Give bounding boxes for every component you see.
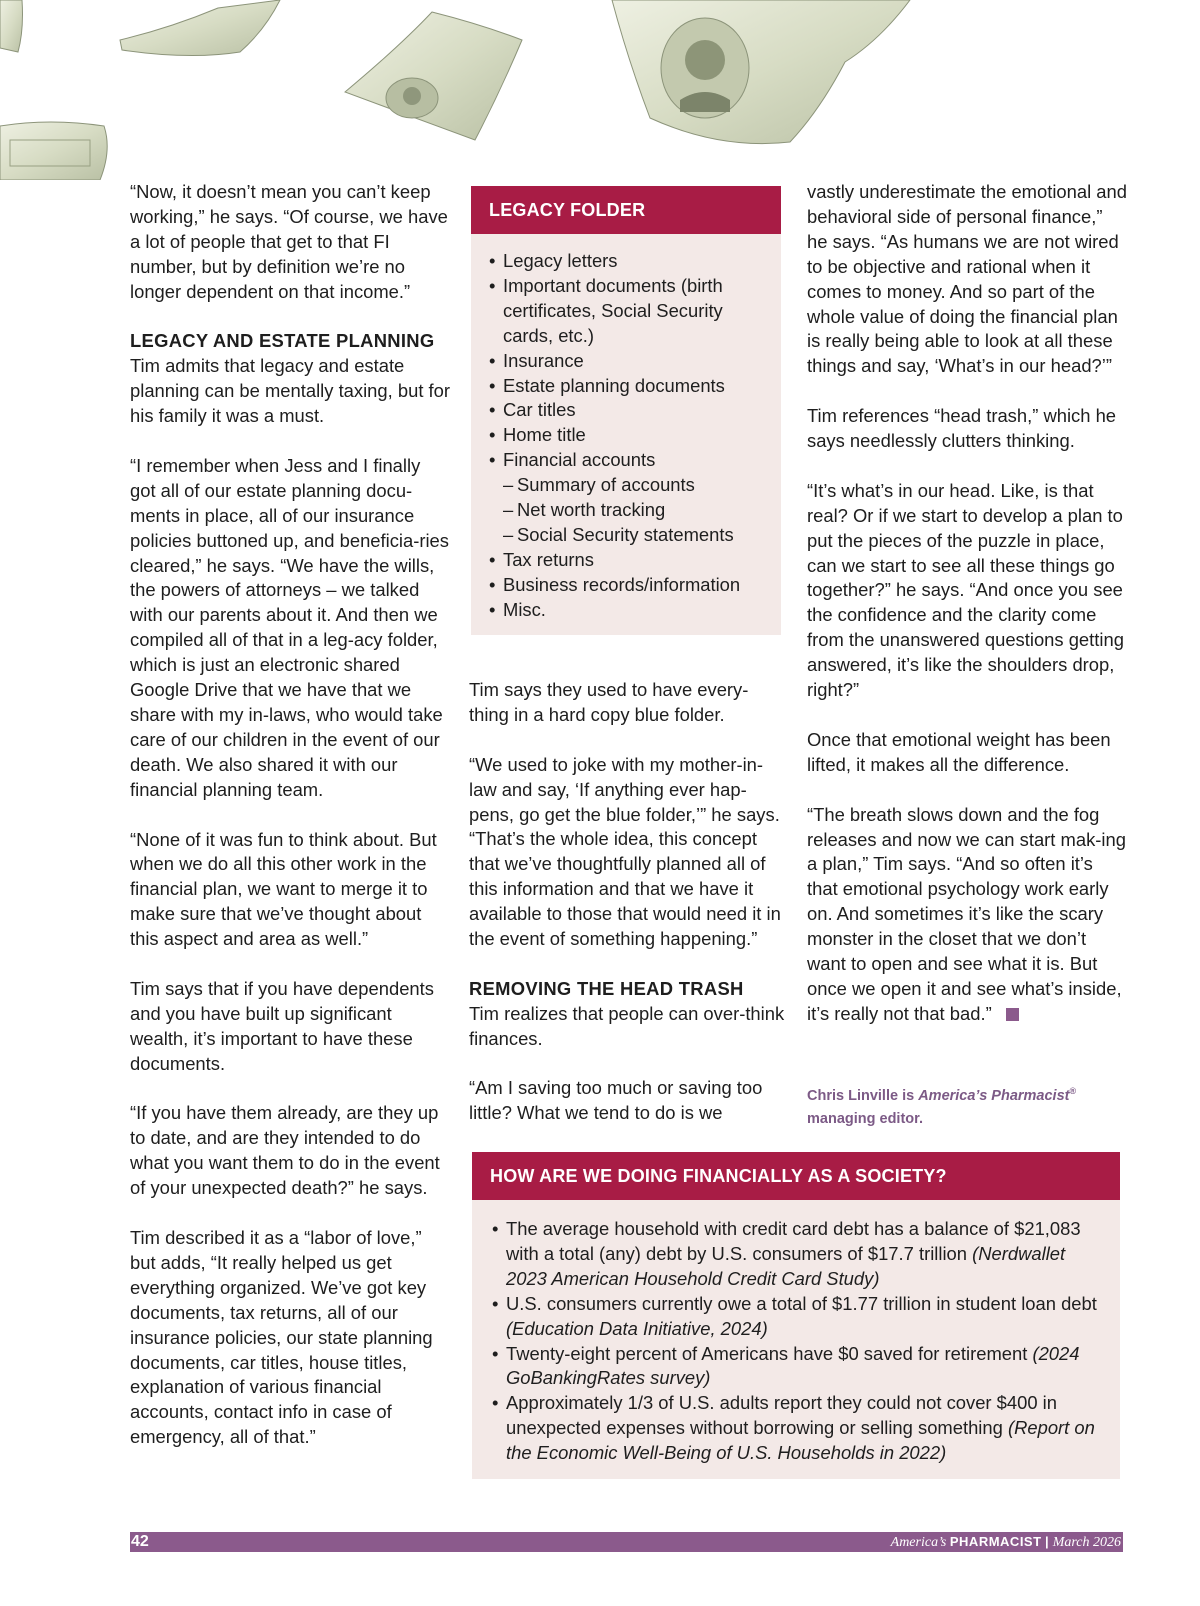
paragraph: Tim references “head trash,” which he says needlessly clutters thinking. (807, 405, 1117, 452)
paragraph: “The breath slows down and the fog releases and now we can start mak-ing a plan,” Tim says. “And so often it’s that emotional psychology work early on. And sometimes it’s like the scary monster in the closet that we don’t want to open and see what it is. But once we open it and see what’s inside, it’s really not that bad.” (807, 803, 1126, 1024)
paragraph: “Am I saving too much or saving too little? What we tend to do is we (469, 1077, 763, 1124)
section-heading-legacy-estate: LEGACY AND ESTATE PLANNING (130, 330, 435, 352)
list-item: • Approximately 1/3 of U.S. adults report they could not cover $400 in unexpected expenses without borrowing or selling something (Report on the Economic Well-Being of U.S. Households in 2022) (492, 1392, 1095, 1464)
paragraph: Tim says that if you have dependents and you have built up significant wealth, it’s important to have these documents. (130, 977, 434, 1074)
list-item: • Insurance (489, 349, 584, 371)
article-column-2 (469, 678, 787, 1151)
list-item: • The average household with credit card debt has a balance of $21,083 with a total (any) debt by U.S. consumers of $17.7 trillion (Nerdwallet 2023 American Household Credit Card Study) (492, 1218, 1081, 1289)
society-stats-list (472, 1200, 1120, 1466)
list-item: • U.S. consumers currently owe a total of $1.77 trillion in student loan debt (Education Data Initiative, 2024) (492, 1292, 1097, 1339)
paragraph: “We used to joke with my mother-in-law and say, ‘If anything ever hap-pens, go get the blue folder,’” he says. “That’s the whole idea, this concept that we’ve thoughtfully planned all of this information and that we have it available to those that would need it in the event of something happening.” (469, 753, 781, 950)
page-number: 42 (131, 1533, 149, 1550)
dollar-bill-icon (0, 0, 23, 52)
article-column-3 (807, 180, 1127, 1052)
dollar-bill-icon (0, 122, 107, 180)
society-finances-box (472, 1152, 1120, 1479)
sub-list-item: – Net worth tracking (503, 499, 666, 521)
article-column-1 (130, 180, 450, 1475)
section-heading-head-trash: REMOVING THE HEAD TRASH (469, 977, 744, 999)
paragraph: vastly underestimate the emotional and behavioral side of personal finance,” he says. “As humans we are not wired to be objective and rational when it comes to money. And so part of the whole value of doing the financial plan is really being able to look at all these things and say, ‘What’s in our head?’” (807, 181, 1127, 377)
paragraph: “If you have them already, are they up to date, and are they intended to do what you want them to do in the event of your unexpected death?” he says. (130, 1102, 440, 1199)
page-footer (130, 1532, 1123, 1552)
list-item: • Legacy letters (489, 250, 618, 271)
end-of-article-square-icon (1006, 1008, 1019, 1021)
paragraph: “Now, it doesn’t mean you can’t keep working,” he says. “Of course, we have a lot of people that get to that FI number, but by definition we’re no longer dependent on that income.” (130, 181, 448, 302)
list-item: • Estate planning documents (489, 374, 725, 396)
list-item: • Misc. (489, 598, 546, 620)
footer-masthead: America’s PHARMACIST | March 2026 (890, 1533, 1121, 1550)
society-box-title: HOW ARE WE DOING FINANCIALLY AS A SOCIETY? (472, 1152, 1120, 1200)
list-item: • Twenty-eight percent of Americans have $0 saved for retirement (2024 GoBankingRates survey) (492, 1342, 1080, 1389)
list-item: • Business records/information (489, 573, 741, 595)
dollar-bill-icon (345, 12, 522, 140)
legacy-folder-list (471, 234, 781, 623)
list-item: • Home title (489, 424, 586, 446)
sub-list-item: – Summary of accounts (503, 474, 695, 496)
list-item: • Tax returns (489, 548, 594, 570)
list-item: • Important documents (birth certificates, Social Security cards, etc.) (489, 274, 723, 346)
paragraph: Once that emotional weight has been lifted, it makes all the difference. (807, 728, 1111, 775)
paragraph: “None of it was fun to think about. But when we do all this other work in the financial plan, we want to merge it to make sure that we’ve thought about this aspect and area as well.” (130, 828, 437, 950)
sub-list-item: – Social Security statements (503, 523, 734, 545)
paragraph: Tim says they used to have every-thing in a hard copy blue folder. (469, 679, 749, 725)
paragraph: Tim described it as a “labor of love,” but adds, “It really helped us get everything organized. We’ve got key documents, tax returns, all of our insurance policies, our state planning documents, car titles, house titles, explanation of various financial accounts, contact info in case of emergency, all of that.” (130, 1226, 433, 1448)
paragraph: “It’s what’s in our head. Like, is that real? Or if we start to develop a plan to put the pieces of the puzzle in place, can we start to see all these things go together?” he says. “And once you see the confidence and the clarity come from the unanswered questions getting answered, it’s like the shoulders drop, right?” (807, 479, 1124, 701)
dollar-bill-icon (612, 0, 910, 144)
paragraph: “I remember when Jess and I finally got all of our estate planning docu-ments in place, all of our insurance policies buttoned up, and beneficia-ries cleared,” he says. “We have the wills, the powers of attorneys – we talked with our parents about it. And then we compiled all of that in a leg-acy folder, which is just an electronic shared Google Drive that we have that we share with my in-laws, who would take care of our children in the event of our death. We also shared it with our financial planning team. (130, 454, 449, 800)
paragraph: Tim admits that legacy and estate planning can be mentally taxing, but for his family it was a must. (130, 355, 450, 427)
legacy-folder-box (471, 186, 781, 635)
author-byline: Chris Linville is America’s Pharmacist® managing editor. (807, 1086, 1077, 1127)
dollar-bill-icon (120, 0, 280, 56)
paragraph: Tim realizes that people can over-think finances. (469, 1002, 785, 1049)
list-item: • Financial accounts (489, 449, 656, 471)
legacy-folder-title: LEGACY FOLDER (471, 186, 781, 234)
list-item: • Car titles (489, 399, 576, 421)
falling-money-illustration (0, 0, 1200, 180)
